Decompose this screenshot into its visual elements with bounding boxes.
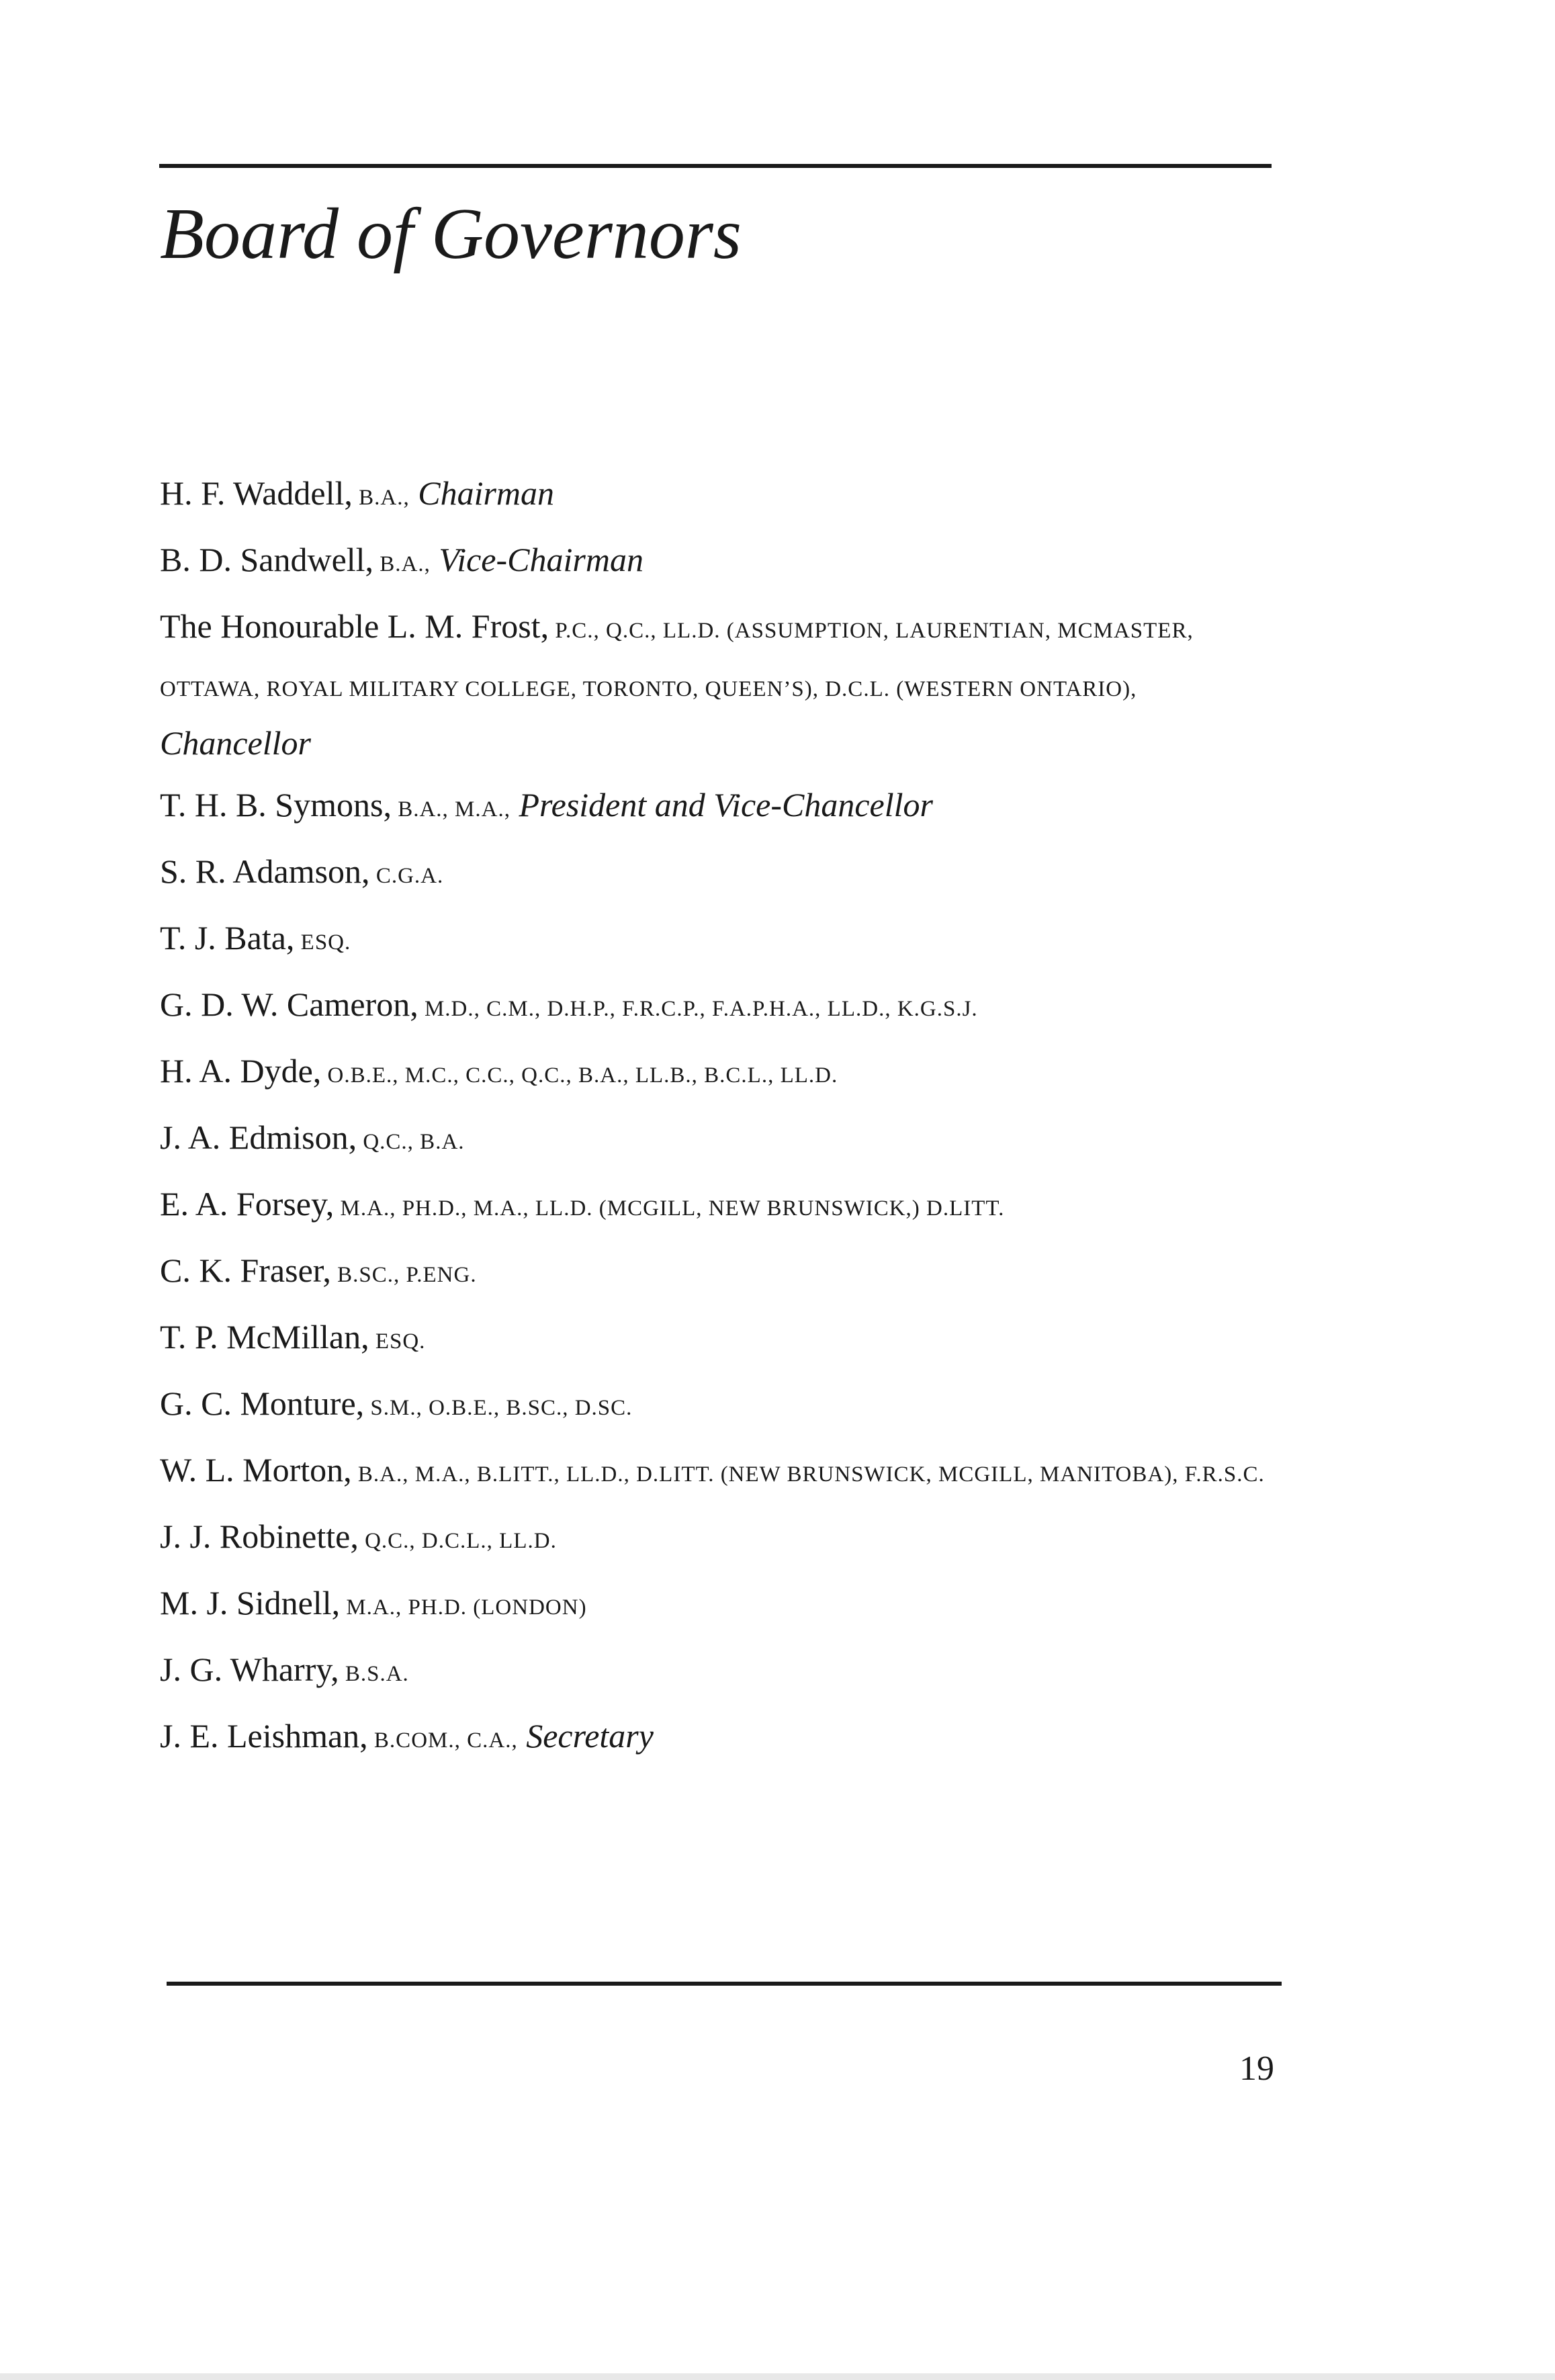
governor-degrees: P.C., Q.C., LL.D. (ASSUMPTION, LAURENTIAN, MCMASTER, OTTAWA, ROYAL MILITARY COLLEGE, TORONTO, QUEEN’S), D.C.L. (WESTERN ONTARIO), bbox=[160, 619, 1194, 701]
governor-name: E. A. Forsey, bbox=[160, 1185, 335, 1223]
governor-entry bbox=[160, 1443, 1282, 1501]
governor-role: Secretary bbox=[517, 1717, 654, 1755]
governor-name: J. G. Wharry, bbox=[160, 1650, 339, 1688]
governor-degrees: S.M., O.B.E., B.SC., D.SC. bbox=[364, 1396, 633, 1420]
governor-entry bbox=[160, 599, 1282, 770]
governor-entry bbox=[160, 774, 1282, 840]
governor-role: Chairman bbox=[409, 474, 555, 512]
governor-degrees: O.B.E., M.C., C.C., Q.C., B.A., LL.B., B.C.L., LL.D. bbox=[321, 1063, 838, 1088]
governor-entry bbox=[160, 1040, 1282, 1106]
governor-entry bbox=[160, 1505, 1282, 1572]
scan-edge bbox=[0, 2373, 1555, 2380]
governor-degrees: M.D., C.M., D.H.P., F.R.C.P., F.A.P.H.A., LL.D., K.G.S.J. bbox=[418, 997, 978, 1021]
governor-degrees: B.S.A. bbox=[339, 1662, 409, 1686]
governor-degrees: C.G.A. bbox=[369, 864, 444, 888]
governor-entry bbox=[160, 529, 1282, 595]
governor-role: President and Vice-Chancellor bbox=[510, 786, 933, 824]
bottom-rule bbox=[167, 1982, 1282, 1986]
governor-role: Chancellor bbox=[160, 724, 311, 762]
governor-name: J. E. Leishman, bbox=[160, 1717, 368, 1755]
governor-name: S. R. Adamson, bbox=[160, 852, 370, 890]
governor-entry bbox=[160, 1372, 1282, 1439]
governor-role: Vice-Chairman bbox=[430, 541, 643, 578]
governor-name: H. F. Waddell, bbox=[160, 474, 353, 512]
top-rule bbox=[159, 164, 1272, 168]
governor-degrees: M.A., PH.D. (LONDON) bbox=[340, 1595, 587, 1620]
governor-entry bbox=[160, 462, 1282, 529]
governor-entry bbox=[160, 1306, 1282, 1372]
governor-entry bbox=[160, 907, 1282, 973]
governor-degrees: B.A., bbox=[352, 486, 410, 510]
governor-degrees: B.A., bbox=[373, 552, 431, 576]
governor-degrees: ESQ. bbox=[369, 1329, 426, 1354]
governor-entry bbox=[160, 1239, 1282, 1306]
governor-degrees: Q.C., D.C.L., LL.D. bbox=[358, 1529, 557, 1553]
governor-name: The Honourable L. M. Frost, bbox=[160, 607, 549, 645]
governor-name: H. A. Dyde, bbox=[160, 1052, 322, 1090]
governor-degrees: Q.C., B.A. bbox=[357, 1130, 465, 1154]
governor-degrees: M.A., PH.D., M.A., LL.D. (MCGILL, NEW BRUNSWICK,) D.LITT. bbox=[334, 1196, 1005, 1221]
governor-name: T. P. McMillan, bbox=[160, 1318, 369, 1356]
governor-name: M. J. Sidnell, bbox=[160, 1584, 341, 1622]
governor-degrees: ESQ. bbox=[294, 930, 351, 955]
governor-entry bbox=[160, 1705, 1282, 1771]
governor-name: W. L. Morton, bbox=[160, 1451, 352, 1489]
governor-entry bbox=[160, 1173, 1282, 1239]
governor-name: J. A. Edmison, bbox=[160, 1118, 357, 1156]
governors-list bbox=[160, 462, 1282, 1771]
governor-name: G. D. W. Cameron, bbox=[160, 985, 418, 1023]
governor-name: J. J. Robinette, bbox=[160, 1517, 359, 1555]
governor-entry bbox=[160, 1572, 1282, 1638]
page-number: 19 bbox=[1239, 2050, 1274, 2088]
governor-entry bbox=[160, 1638, 1282, 1705]
governor-degrees: B.COM., C.A., bbox=[367, 1728, 518, 1753]
governor-name: T. H. B. Symons, bbox=[160, 786, 392, 824]
governor-entry bbox=[160, 973, 1282, 1040]
governor-name: B. D. Sandwell, bbox=[160, 541, 374, 578]
governor-entry bbox=[160, 1106, 1282, 1173]
governor-name: G. C. Monture, bbox=[160, 1384, 365, 1422]
governor-degrees: B.SC., P.ENG. bbox=[330, 1263, 477, 1287]
governor-name: T. J. Bata, bbox=[160, 919, 295, 957]
governor-degrees: B.A., M.A., bbox=[391, 797, 510, 822]
page-title: Board of Governors bbox=[160, 194, 742, 274]
governor-name: C. K. Fraser, bbox=[160, 1251, 331, 1289]
governor-entry bbox=[160, 840, 1282, 907]
governor-degrees: B.A., M.A., B.LITT., LL.D., D.LITT. (NEW BRUNSWICK, MCGILL, MANITOBA), F.R.S.C. bbox=[351, 1462, 1265, 1487]
